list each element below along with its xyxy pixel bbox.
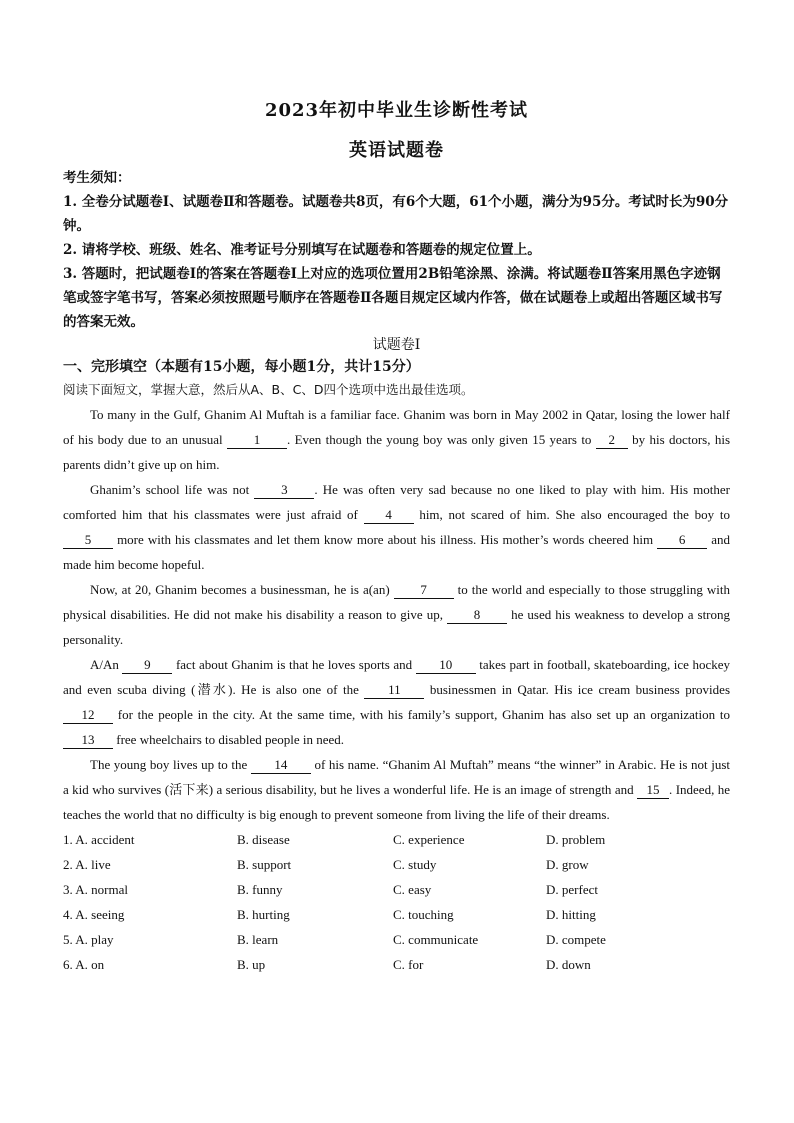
blank-10: 10 [416,657,476,674]
option-a: 6. A. on [63,957,105,972]
option-b: B. up [237,957,266,972]
notice-item: 3. 答题时，把试题卷Ⅰ的答案在答题卷Ⅰ上对应的选项位置用2B铅笔涂黑、涂满。将试题卷Ⅱ答案用黑色字迹钢笔或签字笔书写，答案必须按照题号顺序在答题卷Ⅱ各题目规定区域内作答，做在试题卷上或超出答题区域书写的答案无效。 [63,266,723,330]
passage-paragraph [63,652,730,752]
passage-text: fact about Ghanim is that he loves sports and [172,657,416,672]
option-d: D. perfect [546,882,598,897]
option-c: C. study [393,857,437,872]
blank-2: 2 [596,432,628,449]
passage-text: he used his weakness to develop a strong personality. [63,607,731,647]
option-d: D. problem [546,832,606,847]
option-c: C. for [393,957,424,972]
option-a: 3. A. normal [63,882,128,897]
option-row [63,902,730,927]
option-c: C. easy [393,882,432,897]
cloze-passage [63,402,730,827]
passage-text: . He was often very sad because no one liked to play with him. His mother comforted him that his classmates were just afraid of [63,482,730,522]
passage-text: of his name. “Ghanim Al Muftah” means “the winner” in Arabic. He is not just a kid who survives (活下来) a serious disability, but he lives a wonderful life. He is an image of strength and [63,757,730,797]
exam-subtitle: 英语试题卷 [349,140,444,161]
passage-paragraph [63,577,730,652]
blank-11: 11 [364,682,424,699]
blank-7: 7 [394,582,454,599]
option-d: D. hitting [546,907,596,922]
blank-14: 14 [251,757,311,774]
option-row [63,827,730,852]
option-d: D. grow [546,857,589,872]
option-b: B. support [237,857,292,872]
passage-text: . Even though the young boy was only given 15 years to [286,432,596,447]
blank-13: 13 [63,732,113,749]
option-a: 4. A. seeing [63,907,125,922]
option-d: D. compete [546,932,606,947]
option-row [63,877,730,902]
passage-text: . Indeed, he teaches the world that no difficulty is big enough to prevent someone from living the life of their dreams. [63,782,730,822]
passage-text: by his doctors, his parents didn’t give up on him. [63,432,731,472]
blank-8: 8 [447,607,507,624]
option-a: 1. A. accident [63,832,135,847]
blank-9: 9 [122,657,172,674]
passage-text: To many in the Gulf, Ghanim Al Muftah is a familiar face. Ghanim was born in May 2002 in Qatar, losing the lower half of his body due to an unusual [63,407,730,447]
passage-text: more with his classmates and let them know more about his illness. His mother’s words cheered him [113,532,658,547]
option-c: C. communicate [393,932,479,947]
passage-text: to the world and especially to those struggling with physical disabilities. He did not make his disability a reason to give up, [63,582,730,622]
blank-3: 3 [254,482,314,499]
blank-12: 12 [63,707,113,724]
passage-text: Ghanim’s school life was not [90,482,255,497]
notice-heading: 考生须知： [63,170,131,186]
notice-item: 2. 请将学校、班级、姓名、准考证号分别填写在试题卷和答题卷的规定位置上。 [63,242,541,258]
option-b: B. funny [237,882,283,897]
part-label: 试题卷Ⅰ [372,337,421,353]
exam-title: 2023年初中毕业生诊断性考试 [264,100,529,121]
blank-15: 15 [637,782,669,799]
option-b: B. learn [237,932,279,947]
option-c: C. experience [393,832,465,847]
option-a: 5. A. play [63,932,114,947]
passage-text: for the people in the city. At the same time, with his family’s support, Ghanim has also set up an organization to [113,707,730,722]
option-d: D. down [546,957,591,972]
option-c: C. touching [393,907,454,922]
option-row [63,952,730,977]
option-row [63,852,730,877]
blank-4: 4 [364,507,414,524]
option-a: 2. A. live [63,857,111,872]
passage-paragraph [63,477,730,577]
passage-paragraph [63,752,730,827]
section-heading: 一、完形填空（本题有15小题，每小题1分，共计15分） [63,359,420,375]
blank-5: 5 [63,532,113,549]
passage-text: takes part in football, skateboarding, ice hockey and even scuba diving (潜水). He is also one of the [63,657,730,697]
candidate-notice [63,166,730,334]
option-b: B. hurting [237,907,290,922]
passage-text: A/An [90,657,123,672]
passage-text: The young boy lives up to the [90,757,251,772]
option-row [63,927,730,952]
blank-1: 1 [227,432,287,449]
passage-text: him, not scared of him. She also encouraged the boy to [413,507,730,522]
option-b: B. disease [237,832,290,847]
notice-item: 1. 全卷分试题卷Ⅰ、试题卷Ⅱ和答题卷。试题卷共8页，有6个大题，61个小题，满分为95分。考试时长为90分钟。 [63,194,729,234]
answer-options [63,827,730,977]
passage-text: and made him become hopeful. [63,532,730,572]
passage-text: free wheelchairs to disabled people in need. [113,732,345,747]
exam-page [63,96,730,977]
blank-6: 6 [657,532,707,549]
passage-paragraph [63,402,730,477]
passage-text: businessmen in Qatar. His ice cream business provides [424,682,730,697]
section-instruction: 阅读下面短文，掌握大意，然后从A、B、C、D四个选项中选出最佳选项。 [63,382,474,397]
passage-text: Now, at 20, Ghanim becomes a businessman, he is a(an) [90,582,394,597]
